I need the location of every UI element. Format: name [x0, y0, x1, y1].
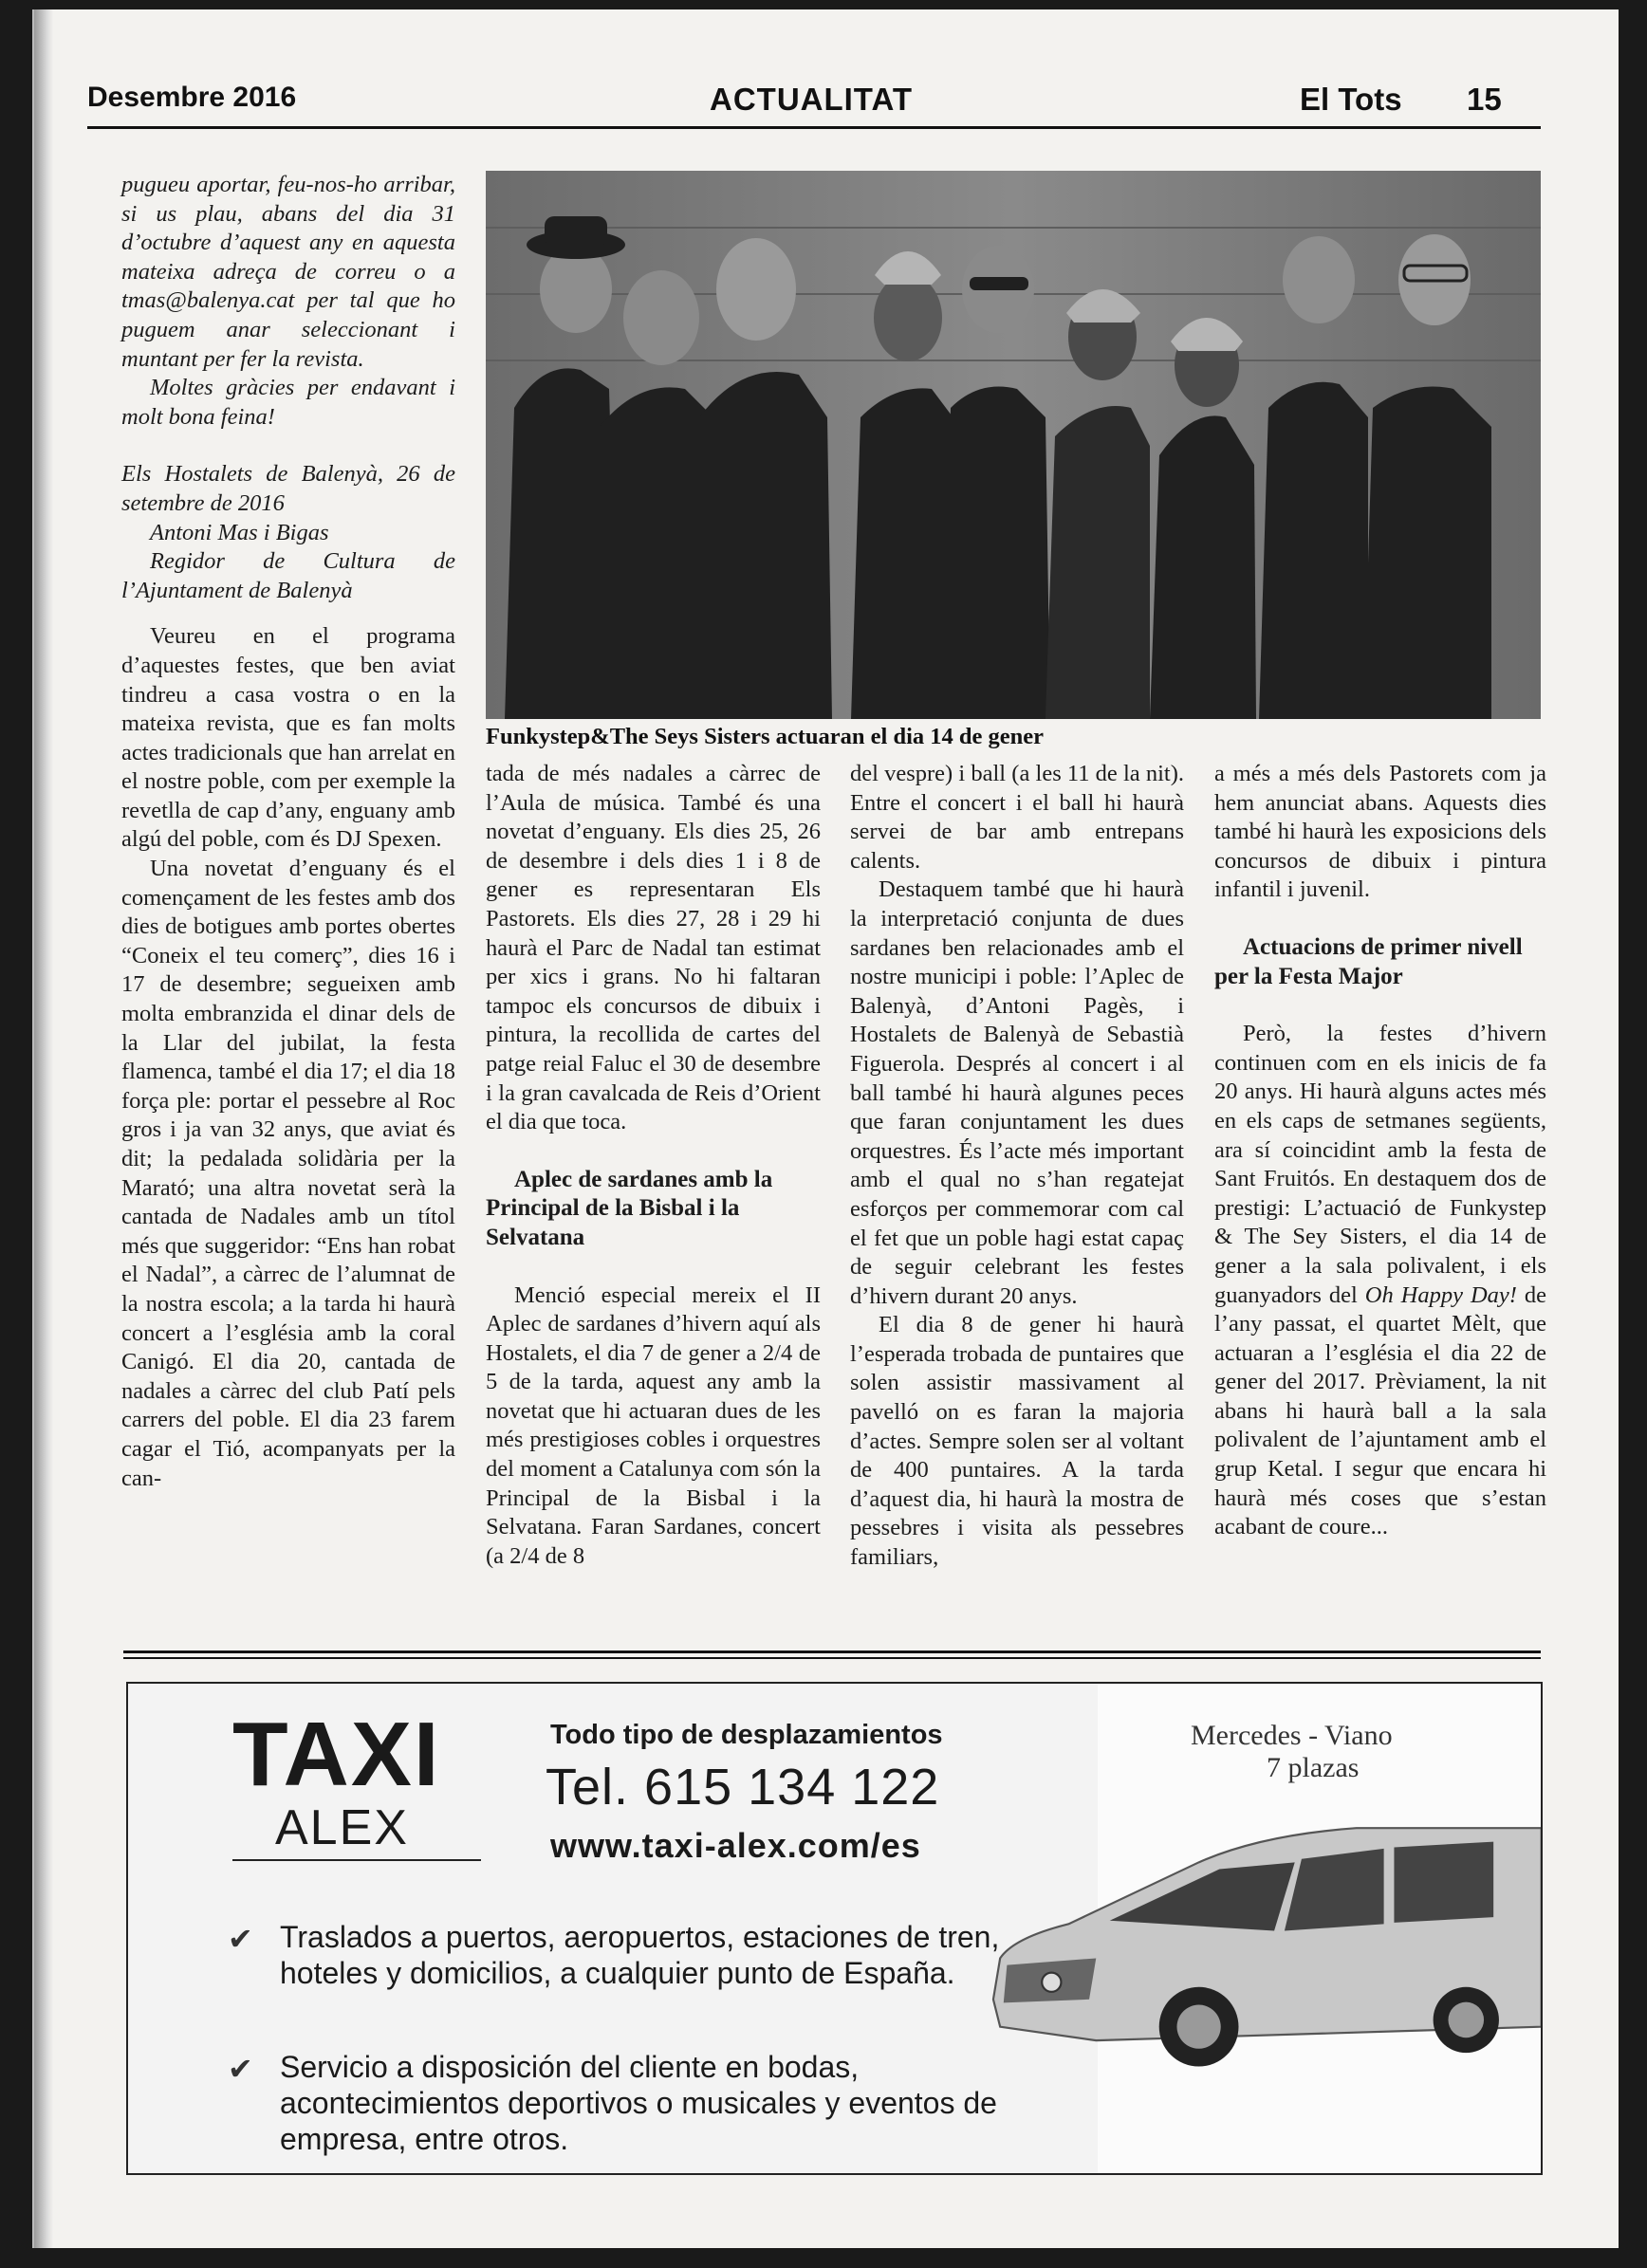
header-page-number: 15 [1467, 82, 1502, 117]
header-publication: El Tots [1300, 82, 1402, 117]
spacer [121, 605, 455, 622]
signature-role: Regidor de Cultura de l’Ajuntament de Balenyà [121, 548, 455, 603]
col3-paragraph-2: Destaquem també que hi haurà la interpretació conjunta de dues sardanes ben relacionades amb el nostre municipi i poble: l’Aplec de Balenyà, d’Antoni Pagès, i Hostalets de Balenyà de Sebastià Figuerola. Després al concert i al ball també hi haurà algunes peces que faran conjuntament les dues orquestres. És l’acte més important amb el qual no s’han regatejat esforços per commemorar com cal el fet que un poble hagi estat capaç de seguir celebrant les festes d’hivern durant 20 anys. [850, 876, 1184, 1309]
check-icon: ✔ [228, 1922, 253, 1956]
signature-place-date: Els Hostalets de Balenyà, 26 de setembre de 2016 [121, 461, 455, 516]
page-spine [34, 9, 53, 2248]
check-icon: ✔ [228, 2052, 253, 2086]
col1-paragraph-3: Veureu en el programa d’aquestes festes, que ben aviat tindreu a casa vostra o en la mateixa revista, que es fan molts actes tradicionals que han arrelat en el nostre poble, com per exemple la revetlla de cap d’any, enguany amb algú del poble, com és DJ Spexen. [121, 623, 455, 853]
ad-separator-top [123, 1650, 1541, 1653]
col3-paragraph-1: del vespre) i ball (a les 11 de la nit). Entre el concert i el ball hi haurà servei de bar amb entrepans calents. [850, 761, 1184, 874]
website-link[interactable]: www.taxi-alex.com/es [550, 1826, 921, 1865]
van-seats: 7 plazas [1267, 1752, 1360, 1783]
col4-text-c: de l’any passat, el quartet Mèlt, que actuaran a l’església el dia 22 de gener del 2017. Prèviament, la nit abans hi haurà ball a la sala polivalent de l’ajuntament amb el grup Ketal. I segur que encara hi haurà més coses que s’estan acabant de coure... [1214, 1282, 1546, 1540]
col2-paragraph-1: tada de més nadales a càrrec de l’Aula de música. També és una novetat d’enguany. Els dies 25, 26 de desembre i dels dies 1 i 8 de gener es representaran Els Pastorets. Els dies 27, 28 i 29 hi haurà el Parc de Nadal tan estimat per xics i grans. No hi faltaran tampoc els concursos de dibuix i pintura, la recollida de cartes del patge reial Faluc el 30 de desembre i la gran cavalcada de Reis d’Orient el dia que toca. [486, 761, 821, 1135]
header-rule [87, 126, 1541, 129]
van-image [972, 1821, 1542, 2068]
col4-heading: Actuacions de primer nivell per la Festa Major [1214, 933, 1523, 989]
column-3 [850, 760, 1184, 1573]
van-model: Mercedes - Viano [1191, 1720, 1393, 1751]
header-date: Desembre 2016 [87, 82, 297, 113]
ad-separator-bottom [123, 1657, 1541, 1659]
spacer [1214, 905, 1546, 933]
spacer [121, 432, 455, 460]
tagline: Todo tipo de desplazamientos [550, 1720, 943, 1750]
column-4 [1214, 760, 1546, 1542]
col2-paragraph-2: Menció especial mereix el II Aplec de sardanes d’hivern aquí als Hostalets, el dia 7 de gener a 2/4 de 5 de la tarda, aquest any amb la novetat que hi actuaran dues de les més prestigioses cobles i orquestres del moment a Catalunya com són la Principal de la Bisbal i la Selvatana. Faran Sardanes, concert (a 2/4 de 8 [486, 1282, 821, 1569]
phone-number: Tel. 615 134 122 [546, 1759, 940, 1816]
spacer [486, 1253, 821, 1282]
photo-caption: Funkystep&The Seys Sisters actuaran el dia 14 de gener [486, 724, 1044, 749]
col3-paragraph-3: El dia 8 de gener hi haurà l’esperada trobada de puntaires que solen assistir massivament al pavelló on es faran la majoria d’actes. Sempre solen ser al voltant de 400 puntaires. A la tarda d’aquest dia, hi haurà la mostra de pessebres i visita als pessebres familiars, [850, 1312, 1184, 1571]
taxi-advertisement [126, 1682, 1543, 2175]
service-item-2: Servicio a disposición del cliente en bodas, acontecimientos deportivos o musicales y eventos de empresa, entre otros. [280, 2050, 997, 2156]
col4-event-name: Oh Happy Day! [1364, 1282, 1517, 1308]
col1-paragraph-1: pugueu aportar, feu-nos-ho arribar, si us plau, abans del dia 31 d’octubre d’aquest any en aquesta mateixa adreça de correu o a tmas@balenya.cat per tal que ho puguem anar seleccionant i muntant per fer la revista. [121, 172, 455, 372]
band-photo [486, 171, 1541, 719]
col4-paragraph-1: a més a més dels Pastorets com ja hem anunciat abans. Aquests dies també hi haurà les exposicions dels concursos de dibuix i pintura infantil i juvenil. [1214, 761, 1546, 903]
col1-paragraph-4: Una novetat d’enguany és el començament de les festes amb dos dies de botigues amb portes obertes “Coneix el teu comerç”, dies 16 i 17 de desembre; segueixen amb molta embranzida el dinar dels de la Llar del jubilat, la festa flamenca, també el dia 17; el dia 18 força ple: portar el pessebre al Roc gros i ja van 32 anys, que aviat és dit; la pedalada solidària per la Marató; una altra novetat serà la cantada de Nadales amb un títol més que suggeridor: “Ens han robat el Nadal”, a càrrec de l’alumnat de la nostra escola; a la tarda hi haurà concert a l’església amb la coral Canigó. El dia 20, cantada de nadales a càrrec del club Patí pels carrers del poble. El dia 23 farem cagar el Tió, acompanyats per la can- [121, 856, 455, 1491]
service-item-1: Traslados a puertos, aeropuertos, estaciones de tren, hoteles y domicilios, a cualquier punto de España. [280, 1920, 1000, 1990]
signature-name: Antoni Mas i Bigas [150, 519, 329, 545]
column-1 [121, 171, 455, 1493]
col2-heading: Aplec de sardanes amb la Principal de la Bisbal i la Selvatana [486, 1166, 773, 1250]
column-2 [486, 760, 821, 1571]
col4-paragraph-2 [1214, 1020, 1546, 1542]
spacer [486, 1137, 821, 1166]
col1-paragraph-2: Moltes gràcies per endavant i molt bona feina! [121, 375, 455, 430]
logo-underline [232, 1859, 481, 1861]
taxi-logo-sub: ALEX [275, 1800, 409, 1855]
col4-text-a: Però, la festes d’hivern continuen com en els inicis de fa 20 anys. Hi haurà alguns actes més en els caps de setmanes següents, ara sí coincidint amb la festa de Sant Fruitós. En destaquem dos de prestigi: L’actuació de Funkystep & The Sey Sisters, el dia 14 de gener a la sala polivalent, i els guanyadors del [1214, 1021, 1546, 1308]
header-section: ACTUALITAT [710, 82, 914, 117]
spacer [1214, 991, 1546, 1020]
taxi-logo: TAXI [232, 1704, 441, 1805]
